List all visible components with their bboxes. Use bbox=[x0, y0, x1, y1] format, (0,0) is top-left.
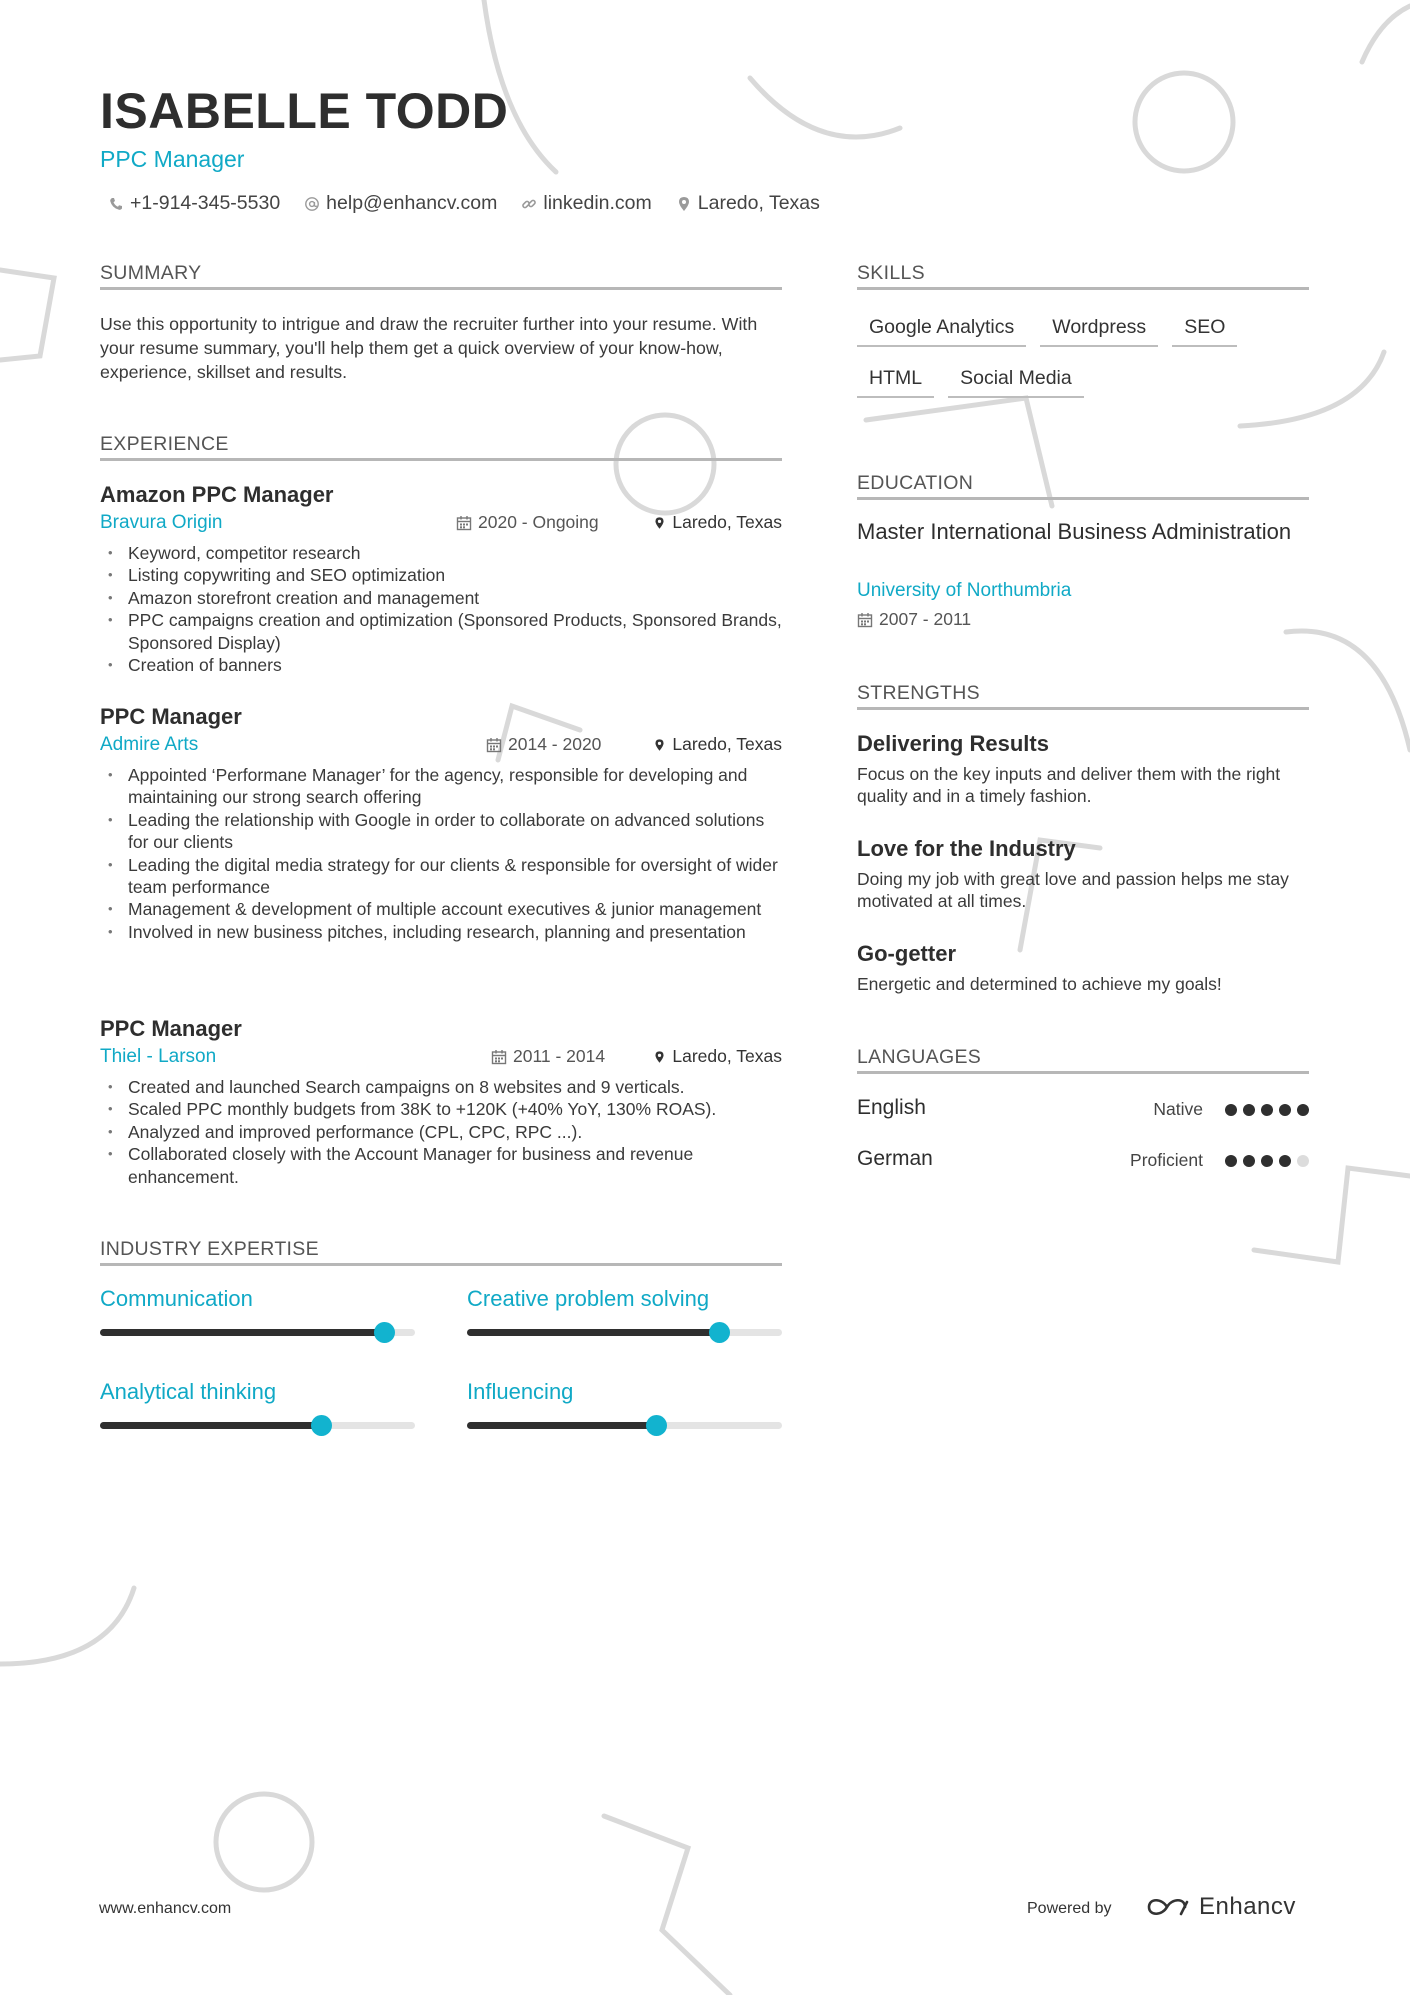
list-item: • Listing copywriting and SEO optimization bbox=[100, 564, 782, 586]
strength-desc: Focus on the key inputs and deliver them with the right quality and in a timely fashion. bbox=[857, 764, 1281, 807]
proficiency-dot-filled bbox=[1297, 1104, 1309, 1116]
location-pin-icon bbox=[653, 1049, 666, 1065]
expertise-bar-fill bbox=[100, 1422, 321, 1429]
proficiency-dot-filled bbox=[1225, 1104, 1237, 1116]
job-bullets bbox=[100, 764, 782, 943]
job-title: PPC Manager bbox=[100, 704, 242, 729]
deco-zigzag bbox=[604, 1816, 730, 1995]
calendar-icon bbox=[491, 1049, 507, 1065]
job-location bbox=[653, 734, 782, 755]
contact-linkedin[interactable] bbox=[521, 192, 651, 215]
deco-arc bbox=[1362, 6, 1410, 62]
calendar-icon bbox=[857, 612, 873, 628]
proficiency-dot-filled bbox=[1225, 1155, 1237, 1167]
proficiency-dot-filled bbox=[1243, 1155, 1255, 1167]
enhancv-logo-icon bbox=[1145, 1894, 1191, 1920]
list-item: • Collaborated closely with the Account Manager for business and revenue enhancement. bbox=[100, 1143, 782, 1188]
language-dots bbox=[1225, 1104, 1309, 1116]
expertise-bar-knob bbox=[709, 1322, 730, 1343]
job-entry bbox=[100, 482, 782, 676]
language-dots bbox=[1225, 1155, 1309, 1167]
job-meta bbox=[100, 734, 782, 764]
expertise-heading: INDUSTRY EXPERTISE bbox=[100, 1238, 319, 1260]
expertise-bar bbox=[100, 1329, 415, 1336]
expertise-bar-knob bbox=[311, 1415, 332, 1436]
deco-arc bbox=[750, 78, 900, 137]
strength-title: Delivering Results bbox=[857, 731, 1049, 756]
section-divider bbox=[100, 1263, 782, 1266]
company-name: Bravura Origin bbox=[100, 512, 223, 533]
expertise-bar-knob bbox=[646, 1415, 667, 1436]
job-location bbox=[653, 512, 782, 533]
expertise-label: Communication bbox=[100, 1286, 253, 1311]
section-divider bbox=[857, 497, 1309, 500]
at-icon bbox=[304, 196, 320, 212]
language-level: Native bbox=[1153, 1099, 1203, 1119]
list-item: • Creation of banners bbox=[100, 654, 782, 676]
location-pin-icon bbox=[653, 515, 666, 531]
job-entry bbox=[100, 1016, 782, 1188]
expertise-bar bbox=[100, 1422, 415, 1429]
proficiency-dot-filled bbox=[1279, 1104, 1291, 1116]
job-bullets bbox=[100, 542, 782, 676]
linkedin-text: linkedin.com bbox=[543, 192, 652, 214]
location-pin-icon bbox=[676, 196, 692, 212]
list-item: • PPC campaigns creation and optimization (Sponsored Products, Sponsored Brands, Sponsored Display) bbox=[100, 609, 782, 654]
candidate-name: ISABELLE TODD bbox=[100, 83, 509, 139]
job-location-text: Laredo, Texas bbox=[672, 734, 782, 754]
deco-arc bbox=[0, 1588, 134, 1664]
contact-phone[interactable] bbox=[108, 192, 280, 215]
list-item: • Amazon storefront creation and management bbox=[100, 587, 782, 609]
skills-list bbox=[857, 310, 1317, 398]
location-pin-icon bbox=[653, 737, 666, 753]
job-dates bbox=[456, 512, 599, 533]
language-item bbox=[857, 1147, 1309, 1177]
skill-tag: Wordpress bbox=[1040, 310, 1158, 347]
summary-text: Use this opportunity to intrigue and draw the recruiter further into your resume. With your resume summary, you'll help them get a quick overview of your know-how, experience, skillset and results. bbox=[100, 314, 758, 382]
job-dates-text: 2011 - 2014 bbox=[513, 1046, 606, 1066]
expertise-label: Analytical thinking bbox=[100, 1379, 277, 1404]
expertise-item bbox=[100, 1379, 415, 1405]
deco-circle bbox=[216, 1794, 312, 1890]
job-location-text: Laredo, Texas bbox=[672, 1046, 782, 1066]
skill-tag: SEO bbox=[1172, 310, 1237, 347]
job-dates-text: 2014 - 2020 bbox=[508, 734, 602, 754]
footer-url[interactable]: www.enhancv.com bbox=[99, 1900, 232, 1917]
section-divider bbox=[857, 1071, 1309, 1074]
job-title: Amazon PPC Manager bbox=[100, 482, 334, 507]
candidate-role: PPC Manager bbox=[100, 146, 245, 172]
location-text: Laredo, Texas bbox=[697, 192, 820, 214]
section-divider bbox=[857, 287, 1309, 290]
expertise-bar bbox=[467, 1329, 782, 1336]
expertise-item bbox=[467, 1379, 782, 1405]
section-divider bbox=[857, 707, 1309, 710]
expertise-item bbox=[100, 1286, 415, 1312]
language-level: Proficient bbox=[1130, 1150, 1203, 1170]
strength-desc: Energetic and determined to achieve my goals! bbox=[857, 974, 1222, 994]
calendar-icon bbox=[456, 515, 472, 531]
list-item: • Scaled PPC monthly budgets from 38K to +120K (+40% YoY, 130% ROAS). bbox=[100, 1098, 782, 1120]
brand-logo[interactable] bbox=[1145, 1893, 1296, 1921]
education-degree: Master International Business Administration bbox=[857, 519, 1292, 544]
skill-tag: Google Analytics bbox=[857, 310, 1026, 347]
company-name: Admire Arts bbox=[100, 734, 199, 755]
list-item: • Keyword, competitor research bbox=[100, 542, 782, 564]
list-item: • Analyzed and improved performance (CPL, CPC, RPC ...). bbox=[100, 1121, 782, 1143]
section-divider bbox=[100, 458, 782, 461]
section-divider bbox=[100, 287, 782, 290]
phone-text: +1-914-345-5530 bbox=[130, 192, 281, 214]
education-heading: EDUCATION bbox=[857, 472, 974, 494]
strength-item bbox=[857, 836, 1297, 913]
job-dates bbox=[491, 1046, 605, 1067]
expertise-bar-fill bbox=[100, 1329, 384, 1336]
contact-email[interactable] bbox=[304, 192, 497, 215]
expertise-bar-fill bbox=[467, 1329, 719, 1336]
strength-item bbox=[857, 731, 1297, 808]
brand-name: Enhancv bbox=[1199, 1893, 1296, 1920]
job-location-text: Laredo, Texas bbox=[672, 512, 782, 532]
calendar-icon bbox=[486, 737, 502, 753]
strength-desc: Doing my job with great love and passion helps me stay motivated at all times. bbox=[857, 869, 1289, 912]
strength-title: Love for the Industry bbox=[857, 836, 1076, 861]
list-item: • Involved in new business pitches, including research, planning and presentation bbox=[100, 921, 782, 943]
skills-heading: SKILLS bbox=[857, 262, 925, 284]
link-icon bbox=[521, 196, 537, 212]
language-name: English bbox=[857, 1096, 926, 1119]
deco-zigzag bbox=[1254, 1168, 1410, 1262]
deco-arc bbox=[1286, 631, 1410, 750]
experience-heading: EXPERIENCE bbox=[100, 433, 229, 455]
expertise-bar bbox=[467, 1422, 782, 1429]
deco-circle bbox=[1135, 73, 1233, 171]
proficiency-dot-filled bbox=[1279, 1155, 1291, 1167]
contact-bar bbox=[108, 192, 820, 215]
contact-location bbox=[676, 192, 820, 215]
job-title: PPC Manager bbox=[100, 1016, 242, 1041]
expertise-bar-knob bbox=[374, 1322, 395, 1343]
education-dates-text: 2007 - 2011 bbox=[879, 609, 972, 629]
proficiency-dot-filled bbox=[1243, 1104, 1255, 1116]
list-item: • Leading the relationship with Google in order to collaborate on advanced solutions for our clients bbox=[100, 809, 782, 854]
expertise-label: Creative problem solving bbox=[467, 1286, 710, 1311]
proficiency-dot-filled bbox=[1261, 1155, 1273, 1167]
skill-tag: HTML bbox=[857, 361, 934, 398]
list-item: • Management & development of multiple account executives & junior management bbox=[100, 898, 782, 920]
job-dates-text: 2020 - Ongoing bbox=[478, 512, 599, 532]
language-item bbox=[857, 1096, 1309, 1126]
expertise-bar-fill bbox=[467, 1422, 656, 1429]
proficiency-dot-filled bbox=[1261, 1104, 1273, 1116]
skill-tag: Social Media bbox=[948, 361, 1084, 398]
phone-icon bbox=[108, 196, 124, 212]
education-dates bbox=[857, 609, 971, 630]
job-location bbox=[653, 1046, 782, 1067]
job-entry bbox=[100, 704, 782, 943]
list-item: • Created and launched Search campaigns on 8 websites and 9 verticals. bbox=[100, 1076, 782, 1098]
strength-title: Go-getter bbox=[857, 941, 956, 966]
list-item: • Leading the digital media strategy for our clients & responsible for oversight of wider team performance bbox=[100, 854, 782, 899]
proficiency-dot-empty bbox=[1297, 1155, 1309, 1167]
expertise-label: Influencing bbox=[467, 1379, 574, 1404]
job-bullets bbox=[100, 1076, 782, 1188]
languages-heading: LANGUAGES bbox=[857, 1046, 982, 1068]
email-text: help@enhancv.com bbox=[326, 192, 498, 214]
job-meta bbox=[100, 512, 782, 542]
summary-heading: SUMMARY bbox=[100, 262, 202, 284]
strength-item bbox=[857, 941, 1297, 995]
list-item: • Appointed ‘Performane Manager’ for the agency, responsible for developing and maintaining our strong search offering bbox=[100, 764, 782, 809]
education-school: University of Northumbria bbox=[857, 580, 1072, 601]
job-meta bbox=[100, 1046, 782, 1076]
powered-by-label: Powered by bbox=[1027, 1900, 1112, 1917]
job-dates bbox=[486, 734, 601, 755]
deco-zigzag bbox=[0, 270, 54, 360]
language-name: German bbox=[857, 1147, 933, 1170]
strengths-heading: STRENGTHS bbox=[857, 682, 980, 704]
company-name: Thiel - Larson bbox=[100, 1046, 217, 1067]
expertise-item bbox=[467, 1286, 782, 1312]
